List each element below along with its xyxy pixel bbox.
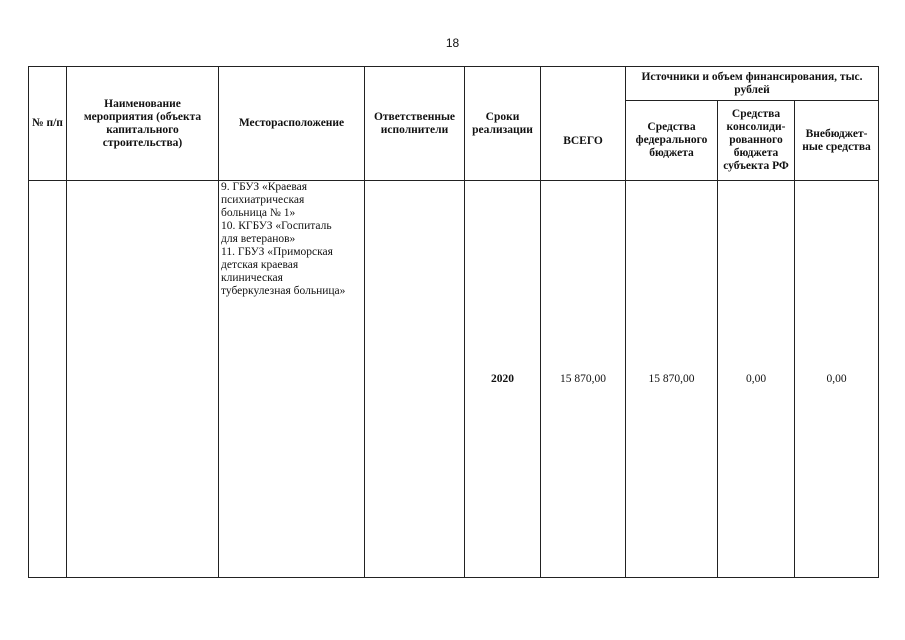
header-location: Месторасположение xyxy=(219,67,365,181)
location-line: больница № 1» xyxy=(221,207,296,219)
row-responsible xyxy=(365,181,465,578)
header-num: № п/п xyxy=(29,67,67,181)
location-line: туберкулезная больница» xyxy=(221,285,346,297)
page-number: 18 xyxy=(445,36,460,50)
header-regional: Средства консолиди-рованного бюджета субъекта РФ xyxy=(718,101,795,181)
row-federal: 15 870,00 xyxy=(626,181,718,578)
row-period: 2020 xyxy=(465,181,541,578)
location-line: для ветеранов» xyxy=(221,233,296,245)
location-line: клиническая xyxy=(221,272,283,284)
location-line: детская краевая xyxy=(221,259,299,271)
header-total: ВСЕГО xyxy=(541,67,626,181)
table-row xyxy=(29,181,879,578)
header-name: Наименование мероприятия (объекта капитального строительства) xyxy=(67,67,219,181)
header-responsible: Ответственные исполнители xyxy=(365,67,465,181)
row-num xyxy=(29,181,67,578)
header-extrabudget: Внебюджет-ные средства xyxy=(795,101,879,181)
header-sources-group: Источники и объем финансирования, тыс. рублей xyxy=(626,67,879,101)
row-regional: 0,00 xyxy=(718,181,795,578)
location-line: 9. ГБУЗ «Краевая xyxy=(221,181,308,193)
location-line: психиатрическая xyxy=(221,194,305,206)
header-period: Сроки реализации xyxy=(465,67,541,181)
row-name xyxy=(67,181,219,578)
row-extrabudget: 0,00 xyxy=(795,181,879,578)
header-federal: Средства федерального бюджета xyxy=(626,101,718,181)
location-line: 10. КГБУЗ «Госпиталь xyxy=(221,220,332,232)
location-line: 11. ГБУЗ «Приморская xyxy=(221,246,333,258)
row-location xyxy=(219,181,365,578)
row-total: 15 870,00 xyxy=(541,181,626,578)
financing-table xyxy=(28,66,879,578)
